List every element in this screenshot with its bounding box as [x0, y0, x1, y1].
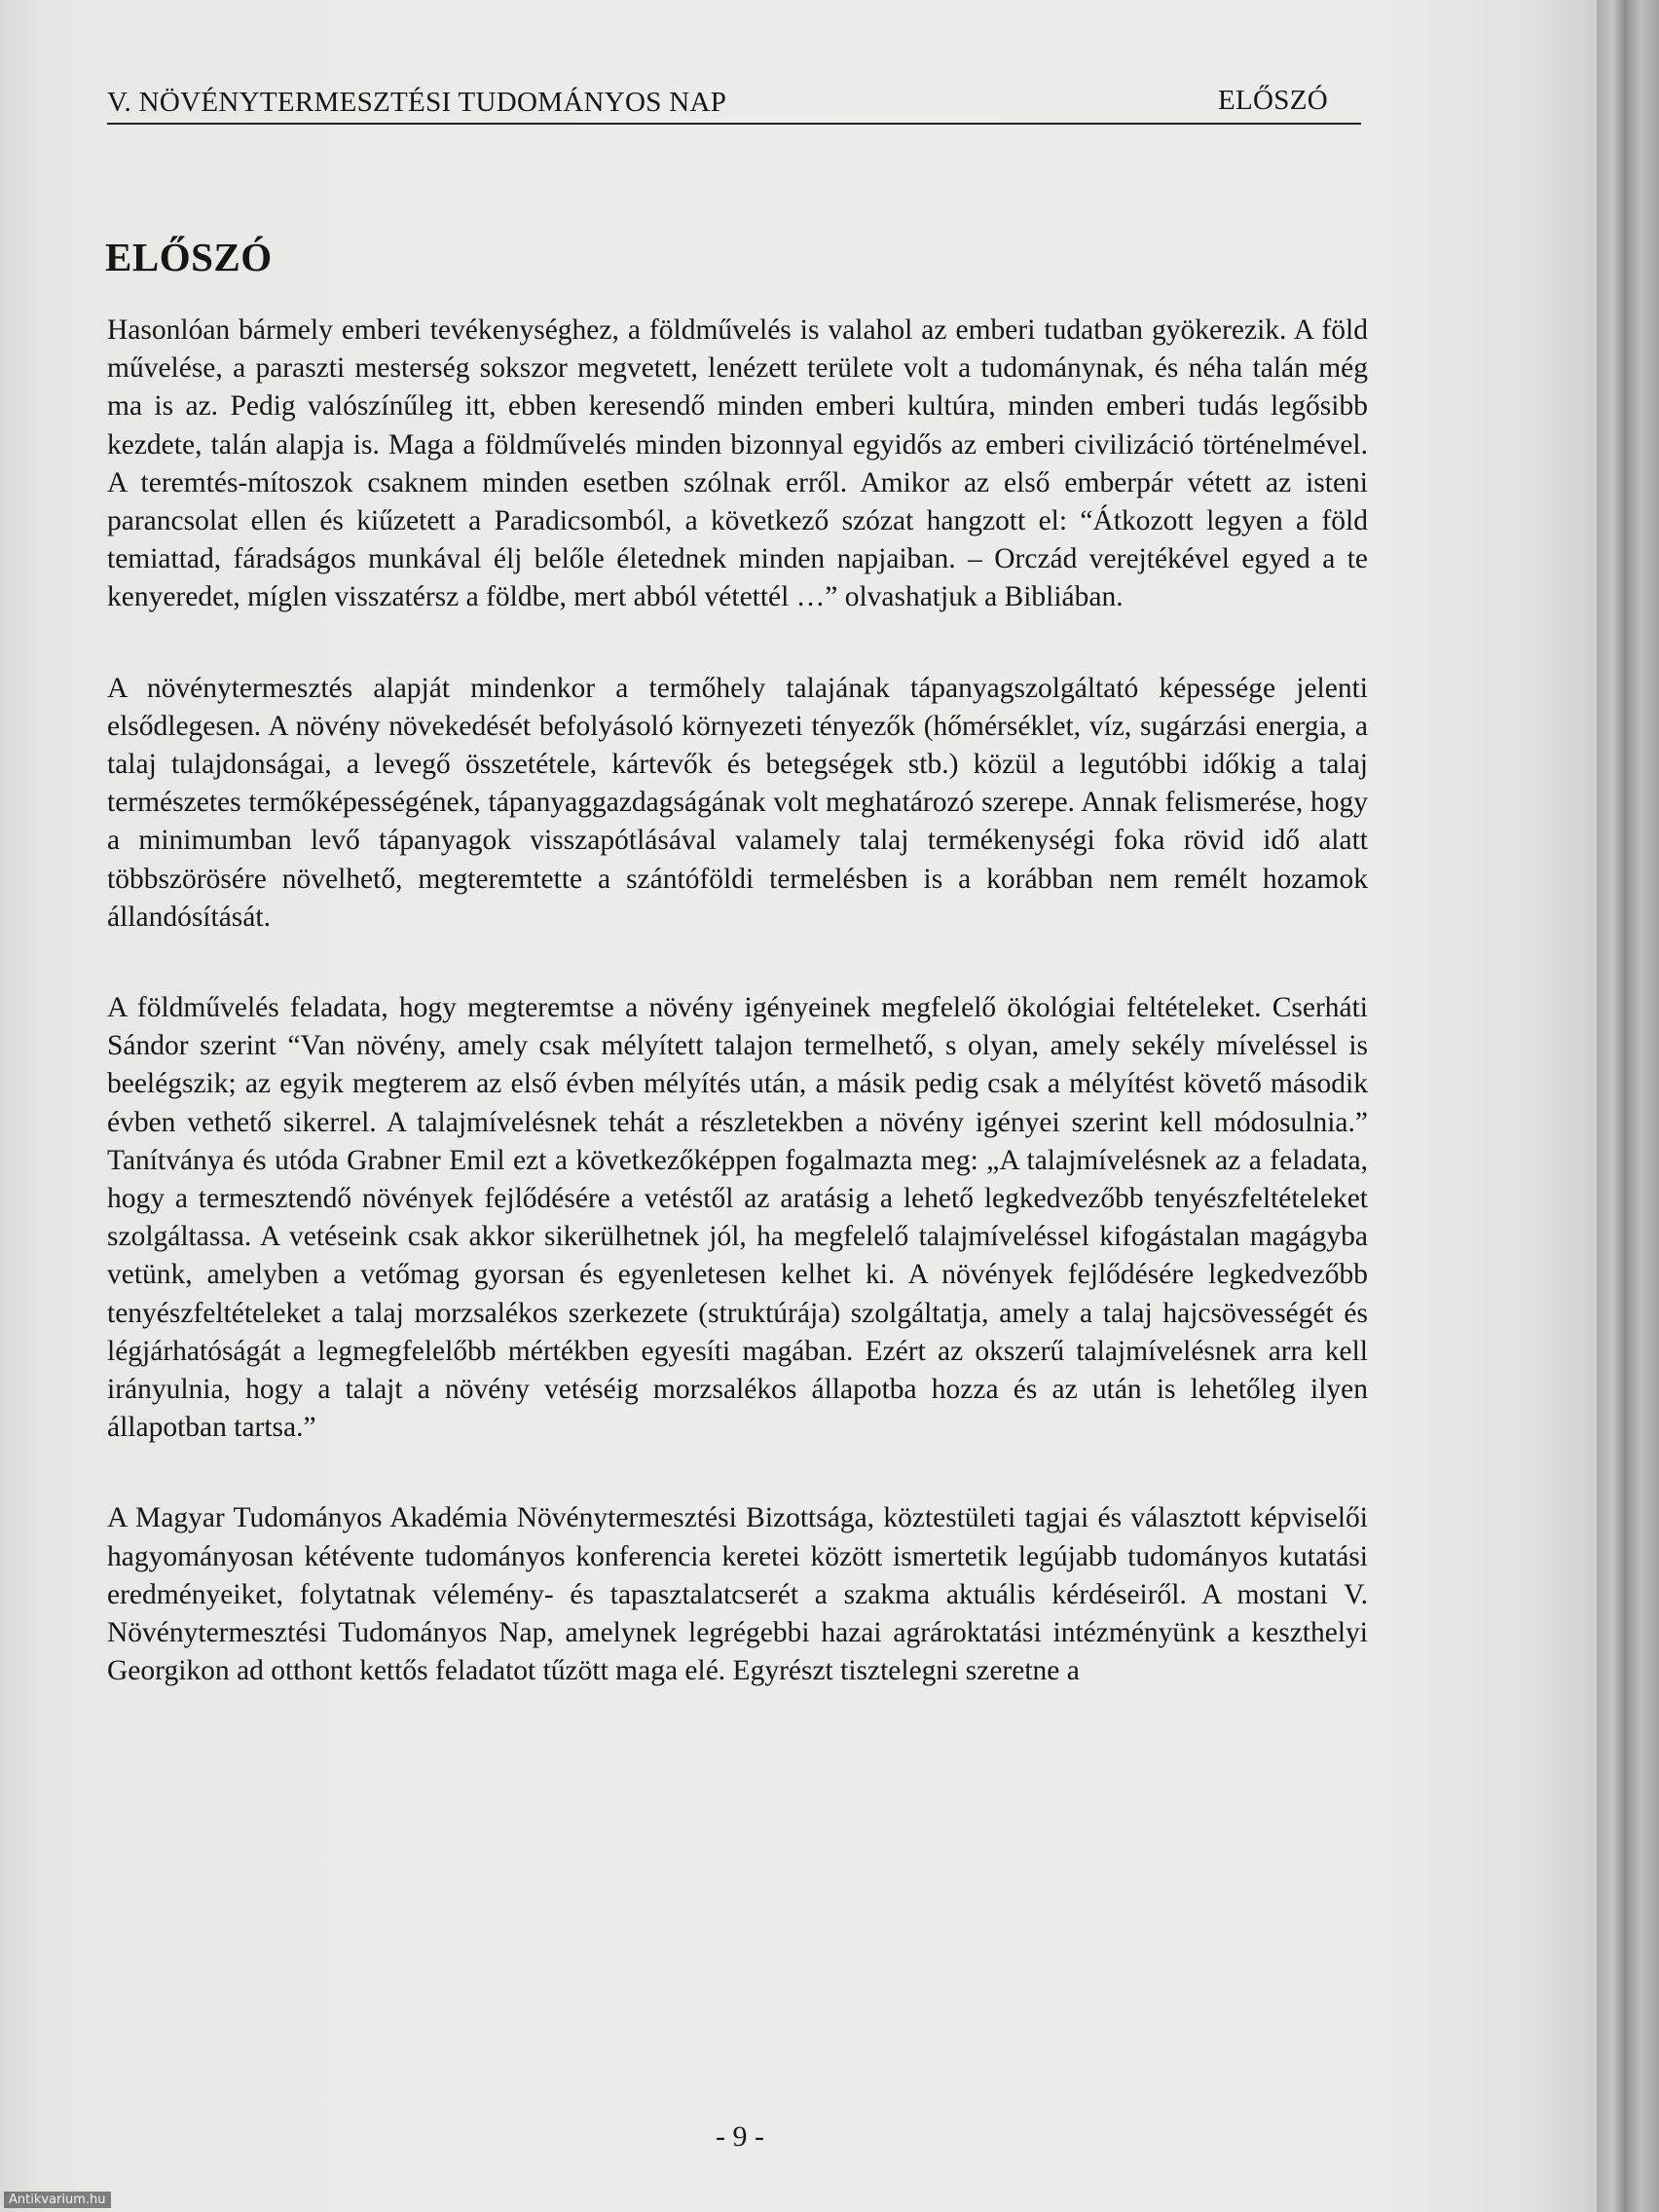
- watermark: Antikvarium.hu: [4, 2192, 111, 2208]
- page-title: ELŐSZÓ: [105, 235, 273, 279]
- book-spine: [1597, 0, 1659, 2212]
- running-header: [107, 78, 1361, 125]
- paragraph-4: A Magyar Tudományos Akadémia Növénytermesztési Bizottsága, köztestületi tagjai és választott képviselői hagyományosan kétévente tudományos konferencia keretei között ismertetik legújabb tudományos kutatási eredményeiket, folytatnak vélemény- és tapasztalatcserét a szakma aktuális kérdéseiről. A mostani V. Növénytermesztési Tudományos Nap, amelynek legrégebbi hazai agrároktatási intézményünk a keszthelyi Georgikon ad otthont kettős feladatot tűzött maga elé. Egyrészt tisztelegni szeretne a: [107, 1502, 1368, 1687]
- header-journal-title: V. NÖVÉNYTERMESZTÉSI TUDOMÁNYOS NAP: [107, 87, 727, 118]
- paragraph-1: Hasonlóan bármely emberi tevékenységhez, a földművelés is valahol az emberi tudatban gyökerezik. A föld művelése, a paraszti mesterség sokszor megvetett, lenézett területe volt a tudománynak, és néha talán még ma is az. Pedig valószínűleg itt, ebben keresendő minden emberi kultúra, minden emberi tudás legősibb kezdete, talán alapja is. Maga a földművelés minden bizonnyal egyidős az emberi civilizáció történelmével. A teremtés-mítoszok csaknem minden esetben szólnak erről. Amikor az első emberpár vétett az isteni parancsolat ellen és kiűzetett a Paradicsomból, a következő szózat hangzott el: “Átkozott legyen a föld temiattad, fáradságos munkával élj belőle életednek minden napjaiban. – Orczád verejtékével egyed a te kenyeredet, míglen visszatérsz a földbe, mert abból vétettél …” olvashatjuk a Bibliában.: [107, 314, 1368, 613]
- header-section-title: ELŐSZÓ: [1218, 85, 1328, 116]
- paragraph-2: A növénytermesztés alapját mindenkor a termőhely talajának tápanyagszolgáltató képessége jelenti elsődlegesen. A növény növekedését befolyásoló környezeti tényezők (hőmérséklet, víz, sugárzási energia, a talaj tulajdonságai, a levegő összetétele, kártevők és betegségek stb.) közül a legutóbbi időkig a talaj természetes termőképességének, tápanyaggazdagságának volt meghatározó szerepe. Annak felismerése, hogy a minimumban levő tápanyagok visszapótlásával valamely talaj termékenységi foka rövid idő alatt többszörösére növelhető, megteremtette a szántóföldi termelésben is a korábban nem remélt hozamok állandósítását.: [107, 672, 1368, 933]
- body-text: [107, 312, 1368, 1744]
- paragraph-3: A földművelés feladata, hogy megteremtse a növény igényeinek megfelelő ökológiai feltételeket. Cserháti Sándor szerint “Van növény, amely csak mélyített talajon termelhető, s olyan, amely sekély míveléssel is beelégszik; az egyik megterem az első évben mélyítés után, a másik pedig csak a mélyítést követő második évben vethető sikerrel. A talajmívelésnek tehát a részletekben a növény igényei szerint kell módosulnia.” Tanítványa és utóda Grabner Emil ezt a következőképpen fogalmazta meg: „A talajmívelésnek az a feladata, hogy a termesztendő növények fejlődésére a vetéstől az aratásig a lehető legkedvezőbb tenyészfeltételeket szolgáltassa. A vetéseink csak akkor sikerülhetnek jól, ha megfelelő talajmíveléssel kifogástalan magágyba vetünk, amelyben a vetőmag gyorsan és egyenletesen kelhet ki. A növények fejlődésére legkedvezőbb tenyészfeltételeket a talaj morzsalékos szerkezete (struktúrája) szolgáltatja, amely a talaj hajcsövességét és légjárhatóságát a legmegfelelőbb mértékben egyesíti magában. Ezért az okszerű talajmívelésnek arra kell irányulnia, hogy a talajt a növény vetéséig morzsalékos állapotba hozza és az után is lehetőleg ilyen állapotban tartsa.”: [107, 992, 1368, 1444]
- page-number: - 9 -: [716, 2120, 764, 2153]
